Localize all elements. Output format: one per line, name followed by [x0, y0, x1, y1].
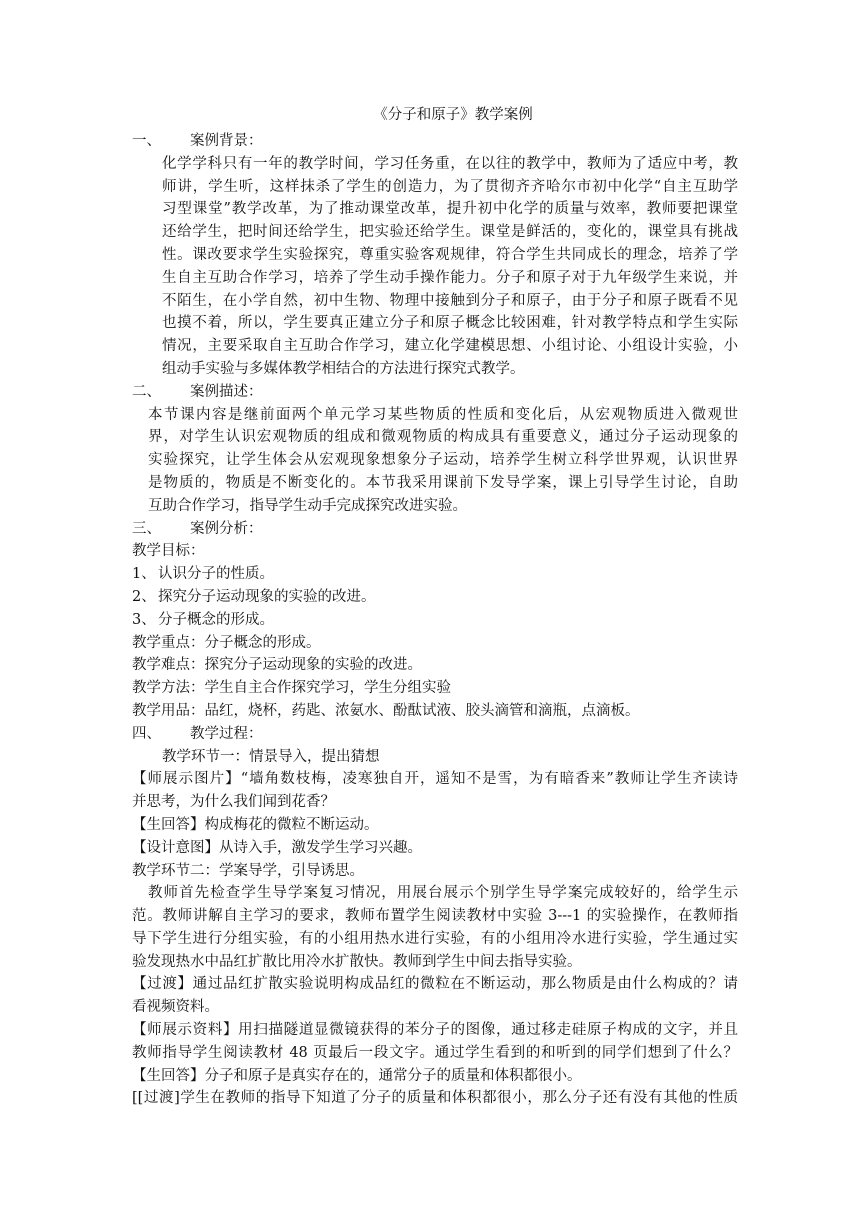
text-line: 导下学生进行分组实验，有的小组用热水进行实验，有的小组用冷水进行实验，学生通过实 [132, 930, 738, 947]
text-line: 界，对学生认识宏观物质的组成和微观物质的构成具有重要意义，通过分子运动现象的 [148, 429, 738, 446]
section-heading-background [132, 130, 738, 153]
goal-number: 1、 [132, 566, 156, 583]
text-line: 情况，主要采取自主互助合作学习，建立化学建模思想、小组讨论、小组设计实验，小 [162, 338, 738, 355]
text-line: 【生回答】构成梅花的微粒不断运动。 [132, 816, 379, 833]
text-line: 本节课内容是继前面两个单元学习某些物质的性质和变化后，从宏观物质进入微观世 [148, 406, 738, 423]
step-heading: 教学环节二：学案导学，引导诱思。 [132, 862, 364, 879]
text-line: 【师展示资料】用扫描隧道显微镜获得的苯分子的图像，通过移走硅原子构成的文字，并且 [132, 1022, 738, 1039]
text-line: 并思考，为什么我们闻到花香？ [132, 794, 335, 811]
section-number: 一、 [132, 133, 161, 149]
text-line: 习型课堂”教学改革，为了推动课堂改革，提升初中化学的质量与效率，教师要把课堂 [162, 201, 738, 218]
text-line: 教师指导学生阅读教材 48 页最后一段文字。通过学生看到的和听到的同学们想到了什么？ [132, 1044, 738, 1061]
text-line: 看视频资料。 [132, 999, 219, 1016]
text-line: 还给学生，把时间还给学生，把实验还给学生。课堂是鲜活的，变化的，课堂具有挑战 [162, 224, 738, 241]
text-line: 师讲，学生听，这样抹杀了学生的创造力，为了贯彻齐齐哈尔市初中化学“自主互助学 [162, 178, 738, 195]
document-title: 《分子和原子》教学案例 [373, 107, 533, 123]
material-paragraph [132, 1019, 738, 1065]
section-number: 二、 [132, 383, 161, 400]
step-heading: 教学环节一：情景导入，提出猜想 [162, 748, 380, 765]
section-label: 案例背景： [190, 133, 263, 149]
description-paragraph [132, 404, 738, 518]
text-line: 教师首先检查学生导学案复习情况，用展台展示个别学生导学案完成较好的，给学生示 [148, 885, 738, 902]
text-line: 验发现热水中品红扩散比用冷水扩散快。教师到学生中间去指导实验。 [132, 953, 582, 970]
text-line: 不陌生，在小学自然，初中生物、物理中接触到分子和原子，由于分子和原子既看不见 [162, 292, 738, 309]
text-line: 【生回答】分子和原子是真实存在的，通常分子的质量和体积都很小。 [132, 1067, 582, 1084]
goal-item [132, 609, 738, 632]
text-line: 性。课改要求学生实验探究，尊重实验客观规律，符合学生共同成长的理念，培养了学 [162, 246, 738, 263]
section-heading-description [132, 381, 738, 404]
text-line: 互助合作学习，指导学生动手完成探究改进实验。 [148, 497, 467, 514]
goals-title: 教学目标： [132, 543, 205, 560]
text-line: [[过渡]学生在教师的指导下知道了分子的质量和体积都很小，那么分子还有没有其他的性质 [132, 1090, 738, 1107]
text-line: 【过渡】通过品红扩散实验说明构成品红的微粒在不断运动，那么物质是由什么构成的？请 [132, 976, 738, 993]
teaching-materials: 教学用品：品红，烧杯，药匙、浓氨水、酚酞试液、胶头滴管和滴瓶，点滴板。 [132, 702, 640, 719]
goal-number: 2、 [132, 588, 156, 605]
goal-text: 分子概念的形成。 [158, 611, 274, 628]
teaching-method: 教学方法：学生自主合作探究学习，学生分组实验 [132, 680, 451, 697]
goal-text: 探究分子运动现象的实验的改进。 [158, 588, 376, 605]
text-line: 是物质的，物质是不断变化的。本节我采用课前下发导学案，课上引导学生讨论，自助 [148, 474, 738, 491]
goal-text: 认识分子的性质。 [158, 566, 274, 583]
key-point: 教学重点：分子概念的形成。 [132, 634, 321, 651]
transition-paragraph [132, 973, 738, 1019]
section-label: 案例描述： [190, 383, 263, 400]
section-number: 三、 [132, 520, 161, 537]
text-line: 实验探究，让学生体会从宏观现象想象分子运动，培养学生树立科学世界观，认识世界 [148, 452, 738, 469]
section-number: 四、 [132, 725, 161, 742]
section-label: 教学过程： [190, 725, 263, 742]
section-heading-process [132, 723, 738, 746]
difficulty: 教学难点：探究分子运动现象的实验的改进。 [132, 657, 422, 674]
text-line: 范。教师讲解自主学习的要求，教师布置学生阅读教材中实验 3---1 的实验操作，在教师指 [132, 908, 738, 925]
text-line: 生自主互助合作学习，培养了学生动手操作能力。分子和原子对于九年级学生来说，并 [162, 269, 738, 286]
section-heading-analysis [132, 518, 738, 541]
goal-number: 3、 [132, 611, 156, 628]
text-line: 化学学科只有一年的教学时间，学习任务重，在以往的教学中，教师为了适应中考，教 [162, 155, 738, 172]
text-line: 组动手实验与多媒体教学相结合的方法进行探究式教学。 [162, 360, 525, 377]
process-paragraph [132, 882, 738, 973]
text-line: 也摸不着，所以，学生要真正建立分子和原子概念比较困难，针对教学特点和学生实际 [162, 315, 738, 332]
document-page [132, 100, 738, 1110]
text-line: 【师展示图片】“墙角数枝梅，凌寒独自开，遥知不是雪，为有暗香来”教师让学生齐读诗 [132, 771, 738, 788]
background-paragraph [132, 153, 738, 381]
goal-item [132, 563, 738, 586]
text-line: 【设计意图】从诗入手，激发学生学习兴趣。 [132, 839, 422, 856]
goal-item [132, 586, 738, 609]
section-label: 案例分析： [190, 520, 263, 537]
